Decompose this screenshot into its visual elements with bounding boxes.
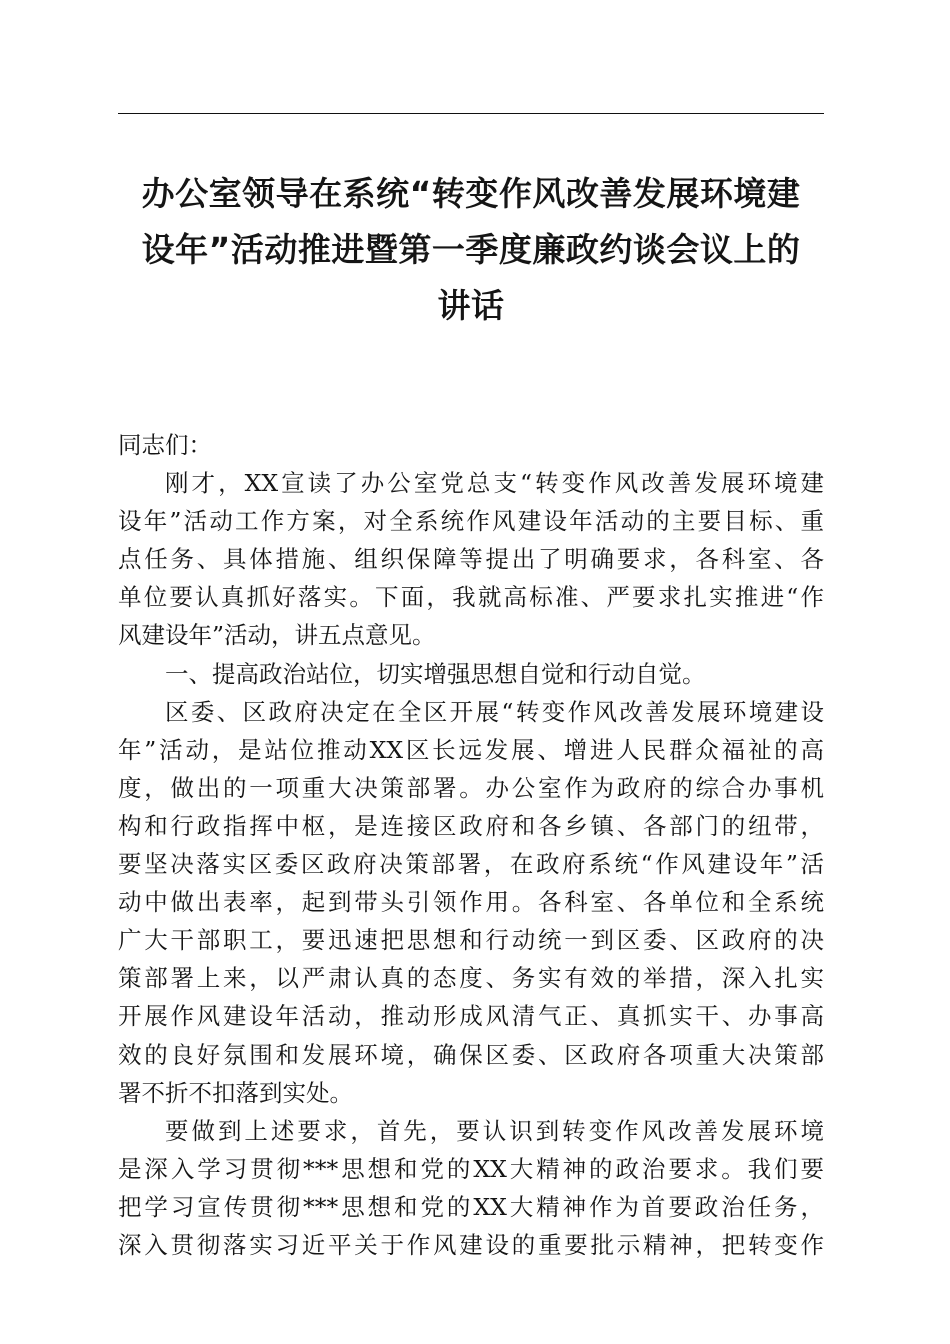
text-line: 动中做出表率，起到带头引领作用。各科室、各单位和全系统	[118, 888, 824, 917]
text-line: 年”活动，是站位推动XX区长远发展、增进人民群众福祉的高	[118, 735, 824, 764]
section-heading-1	[118, 655, 824, 693]
header-rule	[118, 113, 824, 114]
text-line: 要做到上述要求，首先，要认识到转变作风改善发展环境	[165, 1116, 824, 1145]
paragraph-section-1	[118, 693, 824, 1112]
text-line: 要坚决落实区委区政府决策部署，在政府系统“作风建设年”活	[118, 850, 824, 879]
document-body	[118, 426, 824, 1264]
paragraph-requirements	[118, 1112, 824, 1264]
text-line: 一、提高政治站位，切实增强思想自觉和行动自觉。	[165, 659, 706, 688]
text-line: 开展作风建设年活动，推动形成风清气正、真抓实干、办事高	[118, 1002, 824, 1031]
text-line: 署不折不扣落到实处。	[118, 1078, 353, 1107]
text-line: 策部署上来，以严肃认真的态度、务实有效的举措，深入扎实	[118, 964, 824, 993]
title-line: 讲话	[437, 286, 505, 325]
paragraph-opening	[118, 464, 824, 654]
text-line: 点任务、具体措施、组织保障等提出了明确要求，各科室、各	[118, 545, 824, 574]
text-line: 效的良好氛围和发展环境，确保区委、区政府各项重大决策部	[118, 1040, 824, 1069]
text-line: 深入贯彻落实习近平关于作风建设的重要批示精神，把转变作	[118, 1230, 824, 1259]
text-line: 构和行政指挥中枢，是连接区政府和各乡镇、各部门的纽带，	[118, 811, 824, 840]
text-line: 度，做出的一项重大决策部署。办公室作为政府的综合办事机	[118, 773, 824, 802]
text-line: 把学习宣传贯彻***思想和党的XX大精神作为首要政治任务，	[118, 1192, 824, 1221]
text-line: 是深入学习贯彻***思想和党的XX大精神的政治要求。我们要	[118, 1154, 824, 1183]
text-line: 区委、区政府决定在全区开展“转变作风改善发展环境建设	[165, 697, 824, 726]
title-line: 办公室领导在系统“转变作风改善发展环境建	[141, 174, 801, 213]
text-line: 风建设年”活动，讲五点意见。	[118, 621, 436, 650]
title-line: 设年”活动推进暨第一季度廉政约谈会议上的	[141, 230, 801, 269]
text-line: 刚才，XX宣读了办公室党总支“转变作风改善发展环境建	[165, 469, 824, 498]
text-line: 单位要认真抓好落实。下面，我就高标准、严要求扎实推进“作	[118, 583, 824, 612]
text-line: 广大干部职工，要迅速把思想和行动统一到区委、区政府的决	[118, 926, 824, 955]
document-title	[118, 166, 824, 334]
text-line: 设年”活动工作方案，对全系统作风建设年活动的主要目标、重	[118, 507, 824, 536]
salutation: 同志们：	[118, 431, 212, 459]
